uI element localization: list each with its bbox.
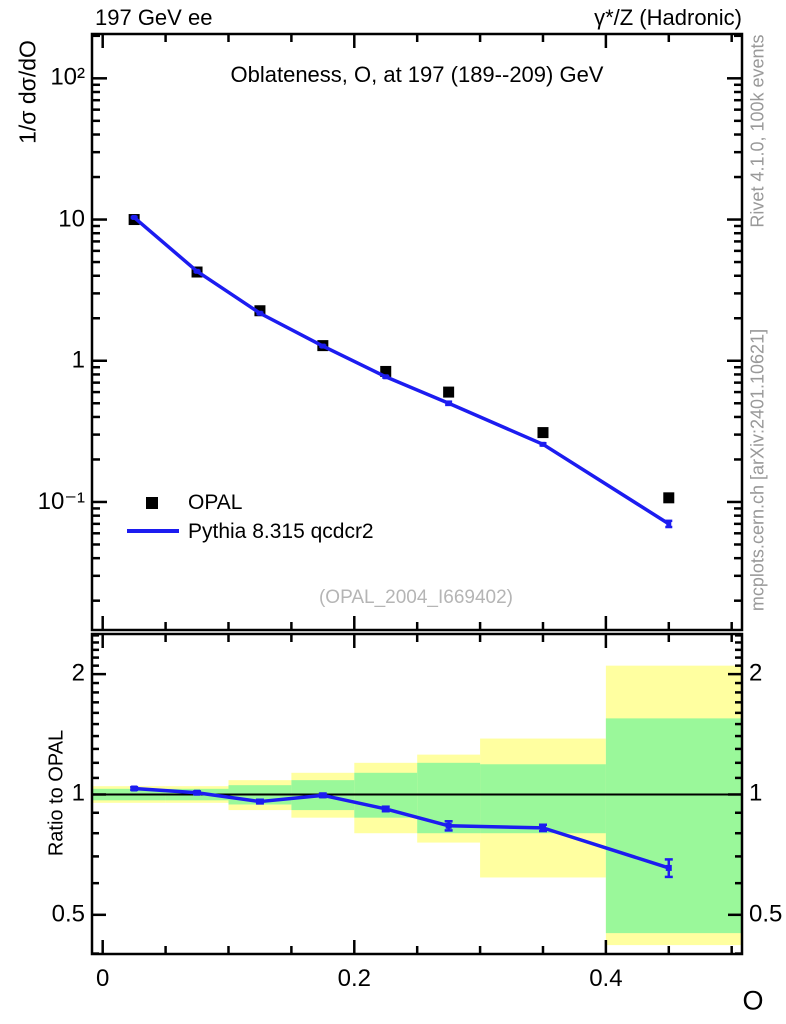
ratio-y-tick-label-right: 2: [749, 659, 763, 687]
mcplots-credit-label: mcplots.cern.ch [arXiv:2401.10621]: [747, 328, 768, 612]
pythia-point-marker: [446, 401, 451, 406]
ratio-y-tick-label-right: 1: [749, 779, 763, 807]
legend-label-pythia: Pythia 8.315 qcdcr2: [188, 520, 374, 543]
main-y-tick-label: 10⁻¹: [37, 487, 85, 515]
green-band-bin: [480, 764, 606, 833]
pythia-point-marker: [540, 442, 545, 447]
ratio-point-marker: [320, 792, 326, 798]
plot-title: Oblateness, O, at 197 (189--209) GeV: [230, 62, 604, 87]
pythia-point-marker: [383, 374, 388, 379]
pythia-point-marker: [132, 215, 137, 220]
main-y-tick-label: 10: [58, 204, 85, 232]
ratio-point-marker: [446, 823, 452, 829]
main-y-axis-label: 1/σ dσ/dO: [14, 40, 41, 144]
ratio-y-axis-label: Ratio to OPAL: [45, 729, 68, 857]
x-tick-label: 0.2: [337, 965, 371, 992]
x-tick-label: 0: [96, 965, 110, 992]
main-y-tick-label: 1: [71, 346, 85, 374]
pythia-point-marker: [195, 269, 200, 274]
opal-data-marker: [663, 492, 674, 503]
pythia-model-curve: [131, 215, 673, 527]
opal-data-marker: [537, 427, 548, 438]
opal-data-points: [129, 214, 675, 503]
ratio-point-marker: [131, 786, 137, 792]
process-label: γ*/Z (Hadronic): [594, 5, 742, 30]
ratio-point-marker: [257, 799, 263, 805]
ratio-y-tick-label-left: 2: [71, 659, 85, 687]
pythia-point-marker: [320, 344, 325, 349]
x-tick-label: 0.4: [589, 965, 623, 992]
ratio-point-marker: [666, 865, 672, 871]
green-band-bin: [606, 718, 742, 933]
rivet-version-label: Rivet 4.1.0, 100k events: [747, 34, 768, 228]
ratio-point-marker: [540, 825, 546, 831]
main-y-tick-label: 10²: [50, 63, 85, 91]
pythia-point-marker: [666, 521, 671, 526]
ratio-point-marker: [383, 806, 389, 812]
opal-square-marker-icon: [146, 497, 158, 509]
ratio-y-tick-label-left: 0.5: [51, 900, 85, 928]
opal-data-marker: [443, 387, 454, 398]
ratio-point-marker: [194, 790, 200, 796]
pythia-point-marker: [257, 311, 262, 316]
x-axis-label: O: [742, 985, 764, 1016]
pythia-line-swatch-icon: [127, 529, 179, 533]
beam-energy-label: 197 GeV ee: [95, 5, 213, 30]
legend-label-opal: OPAL: [188, 491, 243, 514]
ratio-y-tick-label-left: 1: [71, 779, 85, 807]
analysis-id-watermark: (OPAL_2004_I669402): [318, 587, 514, 608]
ratio-y-tick-label-right: 0.5: [749, 900, 783, 928]
